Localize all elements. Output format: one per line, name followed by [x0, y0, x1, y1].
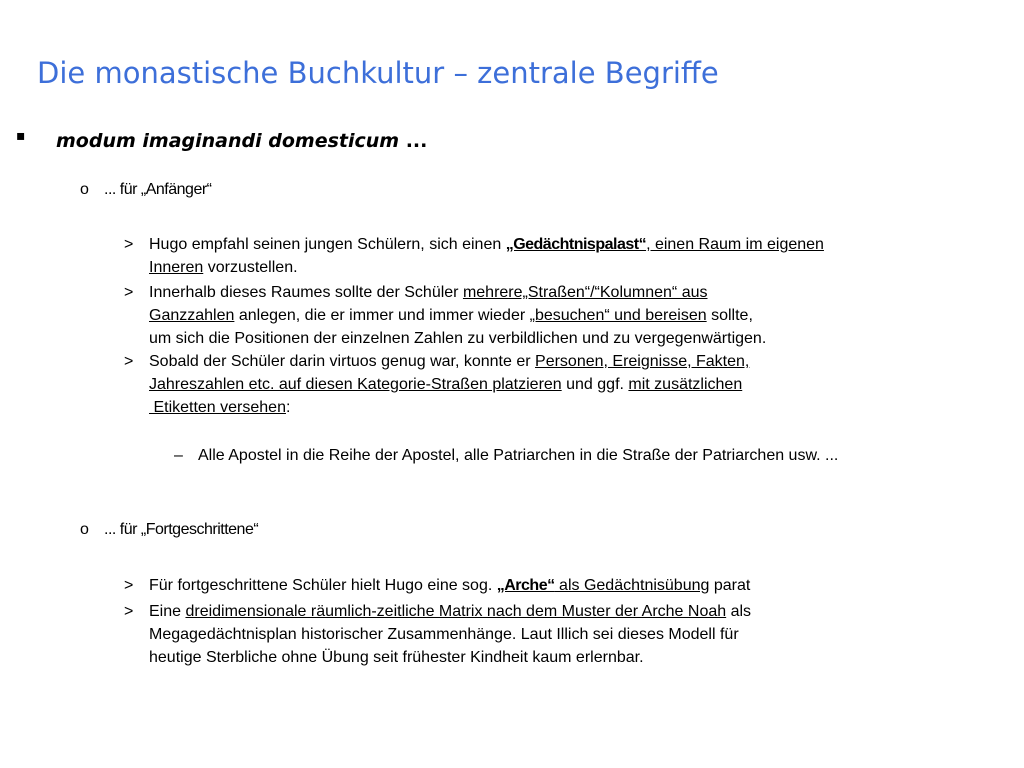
- slide-title: Die monastische Buchkultur – zentrale Begriffe: [37, 56, 719, 90]
- section-heading: ... für „Fortgeschrittene“: [104, 521, 259, 538]
- underlined-term: Ganzzahlen: [149, 307, 235, 324]
- circle-bullet-icon: o: [80, 181, 89, 198]
- text-line: Megagedächtnisplan historischer Zusammenhänge. Laut Illich sei dieses Modell für: [149, 626, 739, 643]
- item-text: [149, 233, 1009, 279]
- text-span: Hugo empfahl seinen jungen Schülern, sich einen: [149, 236, 506, 253]
- item-text: [149, 350, 1009, 419]
- arrow-bullet-icon: >: [124, 236, 134, 253]
- underlined-term: „Gedächtnispalast“: [505, 236, 647, 253]
- underlined-term: Inneren: [149, 259, 204, 276]
- text-line: [149, 600, 1009, 623]
- text-span: vorzustellen.: [203, 259, 298, 276]
- item-text: [149, 600, 1009, 669]
- text-line: [149, 350, 1009, 373]
- underlined-term: Personen, Ereignisse, Fakten,: [535, 353, 750, 370]
- underlined-term: als Gedächtnisübung: [554, 577, 710, 594]
- underlined-term: Etiketten versehen: [149, 399, 286, 416]
- level1-ellipsis: ...: [399, 130, 428, 152]
- underlined-term: mit zusätzlichen: [628, 376, 743, 393]
- text-span: Sobald der Schüler darin virtuos genug war, konnte er: [149, 353, 536, 370]
- underlined-term: , einen Raum im eigenen: [646, 236, 824, 253]
- text-span: als: [726, 603, 752, 620]
- arrow-bullet-icon: >: [124, 284, 134, 301]
- text-line: [149, 396, 1009, 419]
- text-span: und ggf.: [561, 376, 629, 393]
- section-heading: ... für „Anfänger“: [104, 181, 212, 198]
- text-line: [149, 281, 1009, 304]
- underlined-term: „Arche“: [496, 577, 555, 594]
- square-bullet-icon: ▪: [16, 128, 26, 144]
- text-line: [149, 304, 1009, 327]
- text-line: [149, 373, 1009, 396]
- arrow-bullet-icon: >: [124, 603, 134, 620]
- arrow-bullet-icon: >: [124, 577, 134, 594]
- text-line: [149, 574, 1009, 597]
- level1-term: modum imaginandi domesticum: [56, 130, 400, 152]
- item-text: [149, 574, 1009, 597]
- text-span: :: [285, 399, 291, 416]
- text-span: Für fortgeschrittene Schüler hielt Hugo eine sog.: [149, 577, 497, 594]
- underlined-term: „besuchen“ und bereisen: [529, 307, 707, 324]
- underlined-term: mehrere„Straßen“/“Kolumnen“ aus: [462, 284, 708, 301]
- text-line: [149, 233, 1009, 256]
- level1-text: [56, 130, 427, 152]
- text-span: anlegen, die er immer und immer wieder: [234, 307, 530, 324]
- item-text: [149, 281, 1009, 350]
- underlined-term: Jahreszahlen etc. auf diesen Kategorie-Straßen platzieren: [149, 376, 562, 393]
- arrow-bullet-icon: >: [124, 353, 134, 370]
- text-span: Innerhalb dieses Raumes sollte der Schüler: [149, 284, 463, 301]
- text-span: sollte,: [706, 307, 753, 324]
- text-line: heutige Sterbliche ohne Übung seit frühester Kindheit kaum erlernbar.: [149, 649, 644, 666]
- text-span: Eine: [149, 603, 186, 620]
- text-line: [149, 256, 1009, 279]
- underlined-term: dreidimensionale räumlich-zeitliche Matrix nach dem Muster der Arche Noah: [185, 603, 727, 620]
- text-line: um sich die Positionen der einzelnen Zahlen zu verbildlichen und zu vergegenwärtigen.: [149, 330, 767, 347]
- text-span: parat: [709, 577, 751, 594]
- dash-bullet-icon: –: [174, 447, 183, 464]
- sub-item-text: Alle Apostel in die Reihe der Apostel, alle Patriarchen in die Straße der Patriarchen usw. ...: [198, 447, 839, 464]
- circle-bullet-icon: o: [80, 521, 89, 538]
